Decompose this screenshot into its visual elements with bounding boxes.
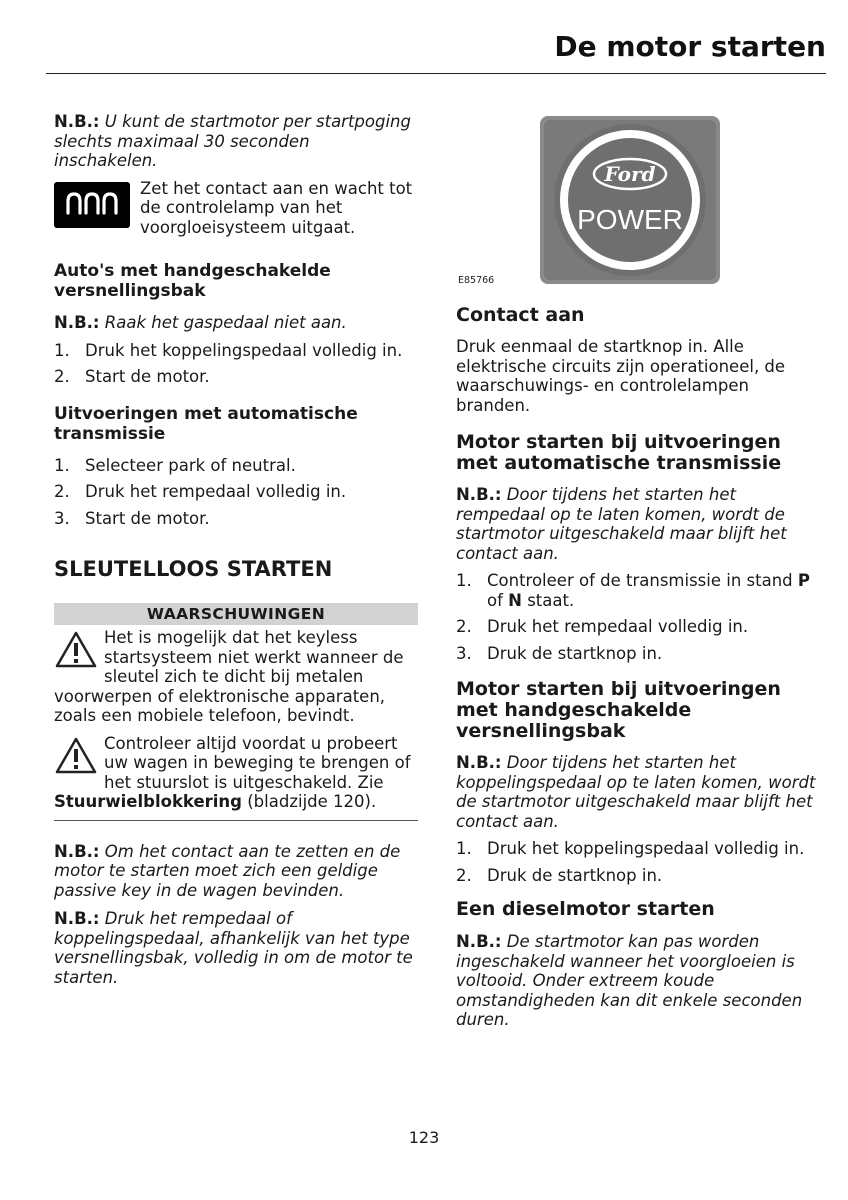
gear-p-label: P [797,571,810,590]
step-text: Druk de startknop in. [487,643,663,663]
glow-plug-icon [54,182,130,228]
manual-note [54,313,418,333]
left-column [54,112,418,987]
list-item [456,839,826,859]
list-item [456,644,826,664]
nb-label: N.B.: [456,932,502,951]
nb-label: N.B.: [456,753,502,772]
step-text: Start de motor. [85,508,210,528]
note-text: Om het contact aan te zetten en de motor te starten moet zich een geldige passive key in de wagen bevinden. [54,841,401,900]
contact-text: Druk eenmaal de startknop in. Alle elektrische circuits zijn operationeel, de waarschuwings- en controlelampen branden. [456,337,786,415]
page-title: De motor starten [554,30,826,63]
figure-caption: E85766 [458,275,495,286]
list-item [456,866,826,886]
manual-start-heading: Motor starten bij uitvoeringen met handgeschakelde versnellingsbak [456,678,781,742]
note-text: Raak het gaspedaal niet aan. [104,313,347,332]
gear-n-label: N [508,590,522,610]
step-text: Druk de startknop in. [487,865,663,885]
note-text: Door tijdens het starten het rempedaal op te laten komen, wordt de startmotor uitgeschakeld maar blijft het contact aan. [456,485,787,563]
cross-reference-link[interactable]: Stuurwielblokkering [54,792,242,811]
manual-steps [54,341,418,387]
warning-block [54,734,418,812]
keyless-heading: SLEUTELLOOS STARTEN [54,557,333,581]
step-number: 1. [456,571,472,590]
note-text: Door tijdens het starten het koppelingspedaal op te laten komen, wordt de startmotor uitgeschakeld maar blijft het contact aan. [456,753,816,831]
warning-text: Het is mogelijk dat het keyless startsysteem niet werkt wanneer de sleutel zich te dicht bij metalen voorwerpen of elektronische apparaten, zoals een mobiele telefoon, bevindt. [54,628,404,725]
auto-heading: Uitvoeringen met automatische transmissie [54,403,358,444]
step-number: 2. [456,617,472,636]
manual-heading: Auto's met handgeschakelde versnellingsbak [54,261,331,301]
note-passive-key [54,842,418,901]
warnings-divider [54,820,418,821]
glow-plug-text: Zet het contact aan en wacht tot de controlelamp van het voorgloeisysteem uitgaat. [140,178,413,237]
nb-label: N.B.: [456,485,502,504]
list-item [54,341,418,361]
step-number: 3. [456,643,472,663]
right-column [456,112,826,1030]
note-text: Druk het rempedaal of koppelingspedaal, afhankelijk van het type versnellingsbak, volledig in om de motor te starten. [54,909,413,987]
warning-triangle-icon [54,736,98,776]
warning-triangle-icon [54,630,98,670]
warnings-title: WAARSCHUWINGEN [54,603,418,625]
note-start-duration [54,112,418,171]
diesel-heading: Een dieselmotor starten [456,898,715,920]
step-text: Druk het koppelingspedaal volledig in. [85,340,403,360]
step-text: of [487,590,509,610]
nb-label: N.B.: [54,313,100,332]
header-divider [46,73,826,74]
manual-start-note [456,753,826,831]
note-pedal [54,909,418,987]
auto-start-steps [456,571,826,663]
manual-start-steps [456,839,826,885]
note-text: U kunt de startmotor per startpoging slechts maximaal 30 seconden inschakelen. [54,112,411,170]
nb-label: N.B.: [54,112,100,131]
diesel-note [456,932,826,1030]
step-number: 2. [456,865,472,885]
step-number: 3. [54,508,70,528]
step-text: Druk het rempedaal volledig in. [487,617,749,636]
step-number: 2. [54,482,70,501]
step-number: 1. [456,839,472,858]
power-button-image [540,116,720,284]
glow-plug-instruction [54,179,418,238]
list-item [456,617,826,637]
power-label: POWER [577,204,683,235]
warning-text [54,734,418,812]
list-item [54,367,418,387]
list-item [54,509,418,529]
step-text: Controleer of de transmissie in stand [487,571,798,590]
nb-label: N.B.: [54,909,100,928]
auto-start-heading: Motor starten bij uitvoeringen met automatische transmissie [456,431,782,474]
step-text: Selecteer park of neutral. [85,455,296,475]
step-text: Start de motor. [85,367,210,386]
warning-block [54,628,418,726]
contact-heading: Contact aan [456,304,585,326]
page-reference: (bladzijde 120). [242,792,377,811]
list-item [54,482,418,502]
step-number: 2. [54,367,70,386]
step-number: 1. [54,455,70,475]
step-text: Druk het koppelingspedaal volledig in. [487,839,805,858]
list-item [456,571,826,610]
power-button-figure [456,112,826,292]
step-number: 1. [54,340,70,360]
ford-logo-text: Ford [604,162,656,186]
list-item [54,456,418,476]
auto-start-note [456,485,826,563]
step-text: Druk het rempedaal volledig in. [85,482,347,501]
warning-text-body: Controleer altijd voordat u probeert uw wagen in beweging te brengen of het stuurslot is uitgeschakeld. Zie [104,733,411,792]
page-number: 123 [408,1128,440,1147]
step-text: staat. [521,590,575,610]
nb-label: N.B.: [54,841,100,861]
note-text: De startmotor kan pas worden ingeschakeld wanneer het voorgloeien is voltooid. Onder extreem koude omstandigheden kan dit enkele seconden duren. [456,932,803,1029]
auto-steps [54,456,418,529]
